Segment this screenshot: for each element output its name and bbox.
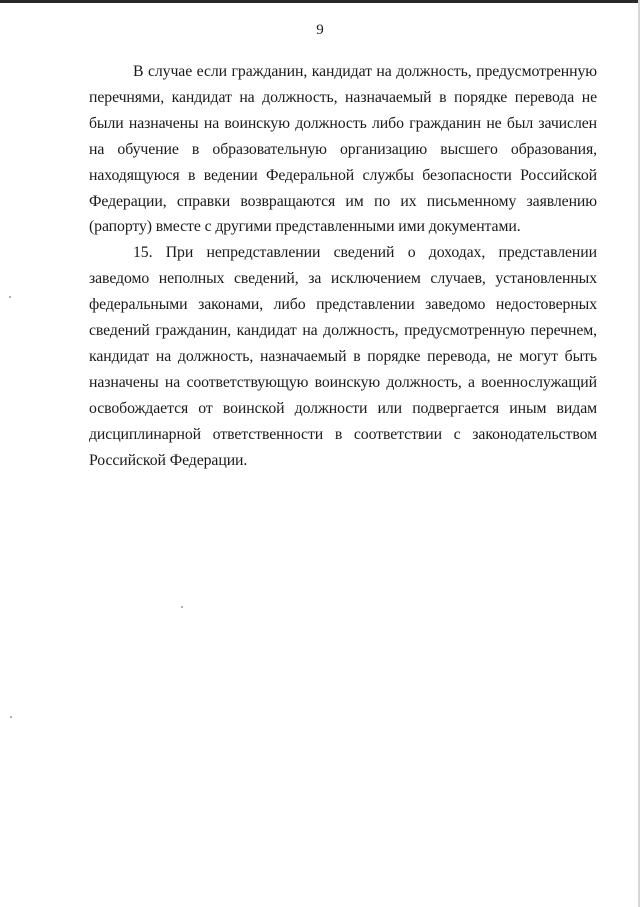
body-text (89, 59, 597, 474)
scan-speck (10, 716, 12, 718)
scan-speck (9, 296, 11, 298)
scan-speck (181, 606, 183, 608)
scan-top-edge (0, 0, 640, 3)
paragraph-15-failure-to-submit: 15. При непредставлении сведений о доходах, представлении заведомо неполных сведений, за исключением случаев, установленных федеральными законами, либо представлении заведомо недостоверных сведений гражданин, кандидат на должность, предусмотренную перечнем, кандидат на должность, назначаемый в порядке перевода, не могут быть назначены на соответствующую воинскую должность, а военнослужащий освобождается от воинской должности или подвергается иным видам дисциплинарной ответственности в соответствии с законодательством Российской Федерации. (89, 244, 597, 469)
page-number: 9 (316, 22, 324, 38)
paragraph-return-of-certificates: В случае если гражданин, кандидат на должность, предусмотренную перечнями, кандидат на должность, назначаемый в порядке перевода не были назначены на воинскую должность либо гражданин не был зачислен на обучение в образовательную организацию высшего образования, находящуюся в ведении Федеральной службы безопасности Российской Федерации, справки возвращаются им по их письменному заявлению (рапорту) вместе с другими представленными ими документами. (89, 63, 597, 236)
